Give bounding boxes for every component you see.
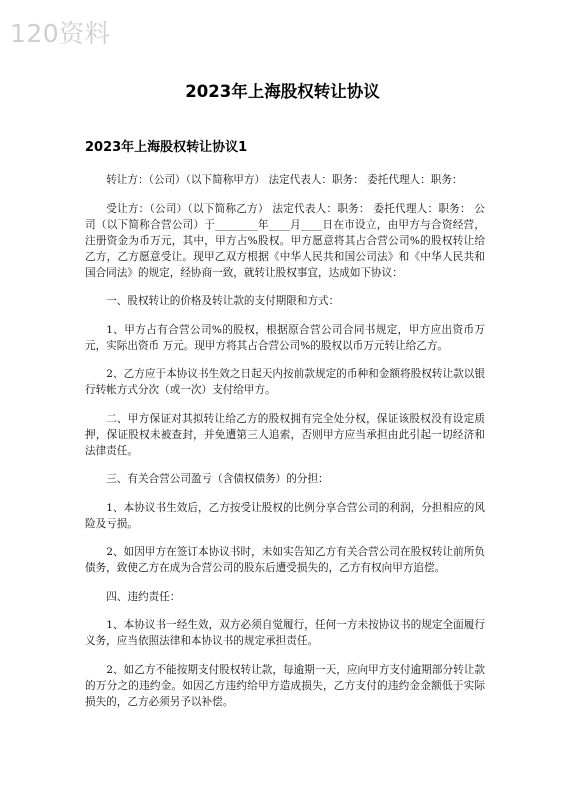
document-body: [85, 172, 485, 722]
paragraph-clause-1-1: 1、甲方占有合营公司%的股权，根据原合营公司合同书规定，甲方应出资币万元，实际出资币 万元。现甲方将其占合营公司%的股权以币万元转让给乙方。: [85, 323, 485, 352]
paragraph-transferor: 转让方：（公司）（以下简称甲方） 法定代表人：职务： 委托代理人：职务：: [106, 174, 463, 186]
document-title: 2023年上海股权转让协议: [185, 82, 380, 101]
paragraph-clause-4-1: 1、本协议书一经生效，双方必须自觉履行，任何一方未按协议书的规定全面履行义务，应当依照法律和本协议书的规定承担责任。: [85, 619, 485, 647]
watermark-logo: 120资料: [10, 19, 111, 48]
paragraph-clause-2: 二、甲方保证对其拟转让给乙方的股权拥有完全处分权，保证该股权没有设定质押，保证股权未被查封，并免遭第三人追索，否则甲方应当承担由此引起一切经济和法律责任。: [85, 412, 485, 457]
paragraph-transferee: 受让方：（公司）（以下简称乙方） 法定代表人：职务： 委托代理人：职务： 公司（以下简称合营公司）于________年____月____日在市设立，由甲方与合资经营，注册资金为币万元，其中，甲方占%股权。甲方愿意将其占合营公司%的股权转让给乙方，乙方愿意受让。现甲乙双方根据《中华人民共和国公司法》和《中华人民共和国合同法》的规定，经协商一致，就转让股权事宜，达成如下协议：: [85, 202, 485, 279]
paragraph-clause-3-2: 2、如因甲方在签订本协议书时，未如实告知乙方有关合营公司在股权转让前所负债务，致使乙方在成为合营公司的股东后遭受损失的，乙方有权向甲方追偿。: [85, 546, 485, 574]
paragraph-clause-3-heading: 三、有关合营公司盈亏（含债权债务）的分担：: [106, 473, 329, 485]
paragraph-clause-1-heading: 一、股权转让的价格及转让款的支付期限和方式：: [106, 295, 340, 307]
paragraph-clause-4-heading: 四、违约责任：: [106, 590, 181, 603]
paragraph-clause-1-2: 2、乙方应于本协议书生效之日起天内按前款规定的币种和金额将股权转让款以银行转帐方式分次（或一次）支付给甲方。: [85, 368, 485, 396]
section-heading: 2023年上海股权转让协议1: [85, 140, 248, 155]
paragraph-clause-3-1: 1、本协议书生效后，乙方按受让股权的比例分享合营公司的利润，分担相应的风险及亏损。: [85, 501, 485, 530]
paragraph-clause-4-2: 2、如乙方不能按期支付股权转让款，每逾期一天，应向甲方支付逾期部分转让款的万分之的违约金。如因乙方违约给甲方造成损失，乙方支付的违约金金额低于实际损失的，乙方必须另予以补偿。: [85, 663, 485, 708]
